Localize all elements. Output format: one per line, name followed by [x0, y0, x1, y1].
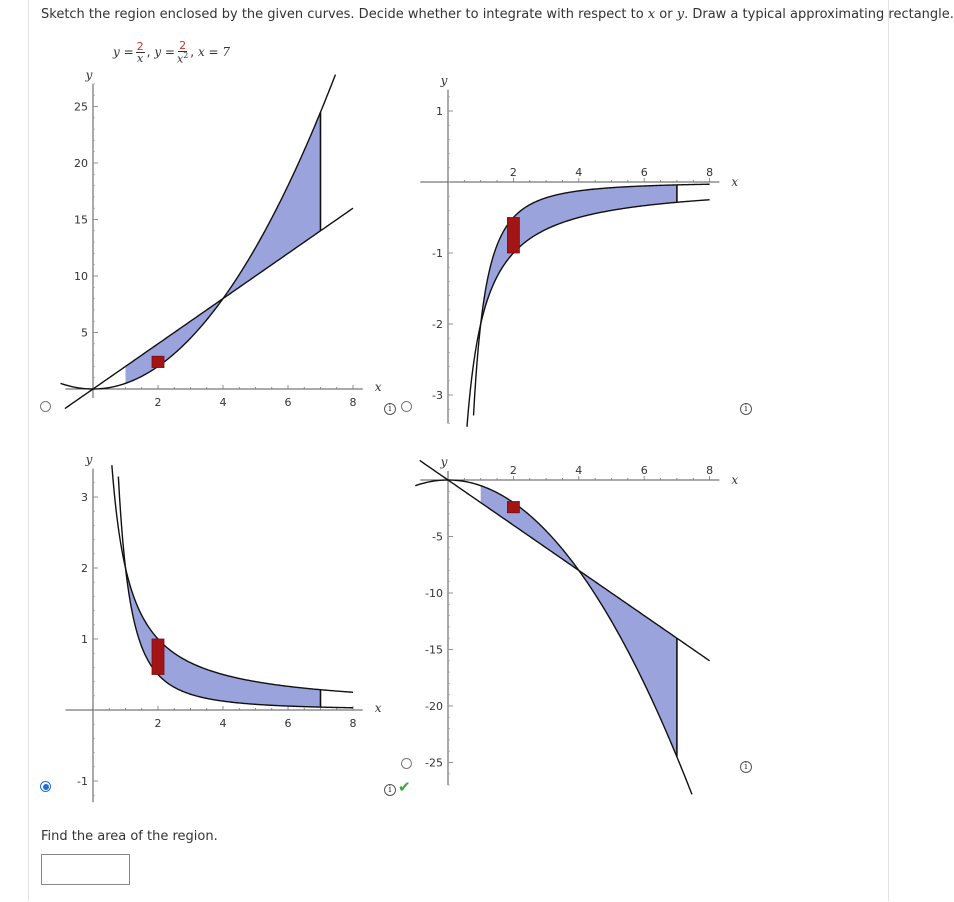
x-tick-label: 2 — [509, 166, 517, 179]
y-tick-label: 1 — [81, 633, 88, 646]
y-axis-label: y — [85, 67, 93, 82]
option-4-radio[interactable] — [401, 758, 412, 769]
approximating-rectangle — [152, 639, 164, 675]
info-icon[interactable]: i — [384, 784, 396, 796]
x-tick-label: 6 — [284, 717, 292, 730]
approximating-rectangle — [507, 501, 519, 512]
given-curves: y = $\frac{2}{x}$ , y = $\frac{2}{x^2}$ , x = 7 — [113, 38, 231, 66]
x-tick-label: 8 — [706, 166, 714, 179]
info-icon[interactable]: i — [740, 761, 752, 773]
x-tick-label: 4 — [575, 166, 583, 179]
x-tick-label: 2 — [154, 396, 162, 409]
y-tick-label: 1 — [436, 105, 443, 118]
curve1-fraction: $\frac{2}{x}$ — [136, 39, 144, 65]
approximating-rectangle — [507, 218, 519, 254]
x-tick-label: 6 — [640, 166, 648, 179]
region-fill — [126, 112, 321, 383]
curve-line — [65, 208, 353, 408]
y-axis-label: y — [440, 454, 448, 469]
y-tick-label: -1 — [77, 775, 88, 788]
x-tick-label: 2 — [154, 717, 162, 730]
y-axis-label: y — [85, 452, 93, 467]
y-tick-label: 25 — [74, 100, 88, 114]
x-tick-label: 4 — [575, 464, 583, 477]
y-tick-label: -25 — [425, 756, 443, 770]
y-tick-label: -2 — [432, 318, 443, 331]
area-answer-input[interactable] — [41, 854, 130, 885]
info-icon[interactable]: i — [740, 403, 752, 415]
x-tick-label: 6 — [640, 464, 648, 477]
y-tick-label: 2 — [81, 562, 88, 575]
info-icon[interactable]: i — [384, 403, 396, 415]
graph-option-2 — [395, 73, 755, 420]
y-tick-label: 20 — [74, 157, 88, 170]
y-tick-label: -10 — [425, 587, 443, 600]
x-tick-label: 2 — [509, 464, 517, 477]
curve1-lhs: y = — [113, 45, 134, 59]
area-question: Find the area of the region. — [41, 829, 218, 844]
y-tick-label: 15 — [74, 213, 88, 227]
y-tick-label: 5 — [81, 326, 88, 340]
y-tick-label: -5 — [432, 530, 443, 544]
y-tick-label: -15 — [425, 643, 443, 657]
graph-option-3 — [40, 450, 390, 810]
y-tick-label: -3 — [432, 389, 443, 402]
x-tick-label: 8 — [349, 717, 357, 730]
region-fill — [481, 486, 677, 757]
question-instructions: Sketch the region enclosed by the given curves. Decide whether to integrate with respect to x or y. Draw a typical approximating rectangle. — [41, 7, 954, 22]
x-tick-label: 4 — [219, 396, 227, 409]
x-tick-label: 4 — [219, 717, 227, 730]
curve-line — [420, 460, 710, 660]
correct-check-icon: ✔ — [398, 778, 411, 796]
y-tick-label: -20 — [425, 700, 443, 713]
curve3-equation: x = 7 — [197, 45, 231, 59]
x-tick-label: 8 — [349, 396, 357, 409]
curve2-lhs: y = — [154, 45, 175, 59]
option-1-radio[interactable] — [40, 401, 51, 412]
graph-option-1 — [40, 67, 390, 420]
y-tick-label: -1 — [432, 247, 443, 260]
x-axis-label: x — [374, 380, 382, 394]
option-2-radio[interactable] — [401, 401, 412, 412]
x-axis-label: x — [731, 175, 739, 189]
curve2-fraction: $\frac{2}{x^2}$ — [176, 38, 189, 66]
y-tick-label: 3 — [81, 491, 88, 504]
approximating-rectangle — [152, 356, 164, 367]
x-axis-label: x — [374, 701, 382, 715]
graph-option-4 — [395, 440, 755, 780]
y-axis-label: y — [440, 73, 448, 88]
x-axis-label: x — [731, 473, 739, 487]
x-tick-label: 8 — [706, 464, 714, 477]
y-tick-label: 10 — [74, 270, 88, 283]
x-tick-label: 6 — [284, 396, 292, 409]
option-3-radio[interactable] — [40, 781, 51, 792]
